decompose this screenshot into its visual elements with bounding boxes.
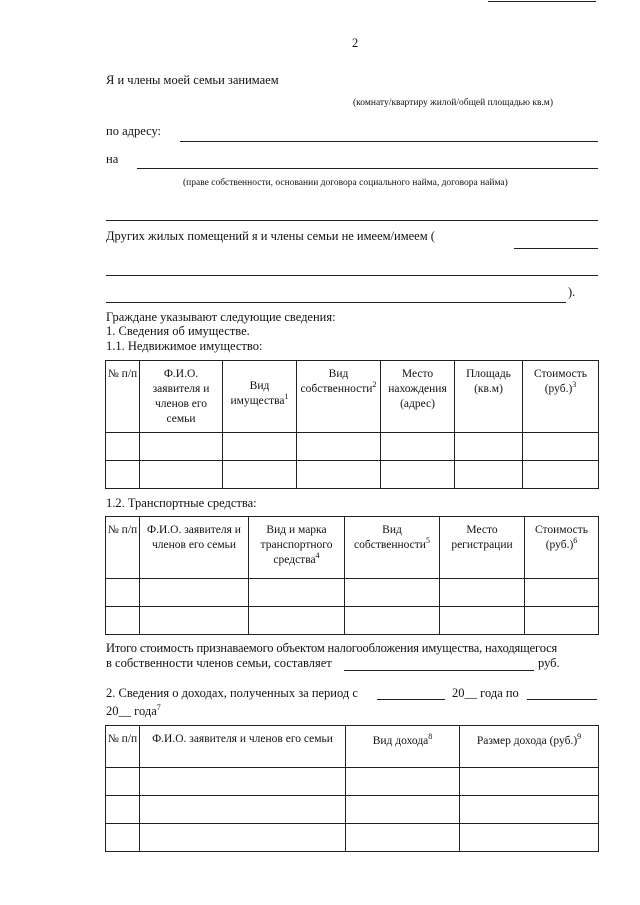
realty-header-number: № п/п <box>106 361 140 433</box>
transport-header-cost: Стоимость $(руб.)^6$ <box>525 517 599 579</box>
other-premises-line-3 <box>106 302 566 303</box>
total-line-2-suffix: руб. <box>538 656 560 670</box>
other-premises-closing: ). <box>568 285 576 299</box>
table-row <box>106 607 599 635</box>
intro-line-3: 1.1. Недвижимое имущество: <box>106 339 263 353</box>
other-premises-text: Других жилых помещений я и члены семьи не имеем/имеем ( <box>106 229 435 243</box>
transport-header-number: № п/п <box>106 517 140 579</box>
transport-table <box>105 516 599 635</box>
income-table <box>105 725 599 852</box>
income-heading-line-2: 20__ года$^7$ <box>106 702 161 718</box>
realty-header-cost: Стоимость $(руб.)^3$ <box>523 361 599 433</box>
other-premises-line-2 <box>106 275 598 276</box>
table-row <box>106 461 599 489</box>
page-number: 2 <box>352 36 359 50</box>
right-basis-field <box>137 168 598 169</box>
housing-line: Я и члены моей семьи занимаем <box>106 73 279 87</box>
realty-header-name: Ф.И.О. заявителя и членов его семьи <box>140 361 223 433</box>
housing-hint: (комнату/квартиру жилой/общей площадью кв.м) <box>353 98 553 108</box>
transport-header-ownership: Вид собственности$^5$ <box>345 517 440 579</box>
intro-line-1: Граждане указывают следующие сведения: <box>106 310 336 324</box>
transport-header-vehicle: Вид и марка транспортного средства$^4$ <box>249 517 345 579</box>
on-label: на <box>106 152 119 166</box>
table-row <box>106 579 599 607</box>
right-basis-hint: (праве собственности, основании договора социального найма, договора найма) <box>183 178 508 188</box>
income-header-amount: Размер дохода $(руб.)^9$ <box>460 726 599 768</box>
transport-header-registration: Место регистрации <box>440 517 525 579</box>
transport-header-name: Ф.И.О. заявителя и членов его семьи <box>140 517 249 579</box>
income-header-type: Вид дохода$^8$ <box>346 726 460 768</box>
realty-table <box>105 360 599 489</box>
total-line-2-prefix: в собственности членов семьи, составляет <box>106 656 332 670</box>
total-line-1: Итого стоимость признаваемого объектом налогообложения имущества, находящегося <box>106 641 558 655</box>
blank-line <box>106 220 598 221</box>
realty-header-location: Место нахождения (адрес) <box>381 361 455 433</box>
realty-header-ownership: Вид собственности$^2$ <box>297 361 381 433</box>
transport-heading: 1.2. Транспортные средства: <box>106 496 257 510</box>
income-header-name: Ф.И.О. заявителя и членов его семьи <box>140 726 346 768</box>
total-amount-field[interactable] <box>344 670 534 671</box>
table-row <box>106 768 599 796</box>
realty-header-area: Площадь (кв.м) <box>455 361 523 433</box>
income-header-number: № п/п <box>106 726 140 768</box>
table-row <box>106 433 599 461</box>
other-premises-field <box>514 248 598 249</box>
income-heading-mid: 20__ года по <box>452 686 519 700</box>
address-field <box>180 141 598 142</box>
intro-line-2: 1. Сведения об имуществе. <box>106 324 250 338</box>
realty-header-type: Вид имущества$^1$ <box>223 361 297 433</box>
income-to-field[interactable] <box>527 699 597 700</box>
top-rule <box>488 1 596 2</box>
income-heading-prefix: 2. Сведения о доходах, полученных за период с <box>106 686 358 700</box>
table-row <box>106 824 599 852</box>
table-row <box>106 796 599 824</box>
income-from-field[interactable] <box>377 699 445 700</box>
address-label: по адресу: <box>106 124 162 138</box>
